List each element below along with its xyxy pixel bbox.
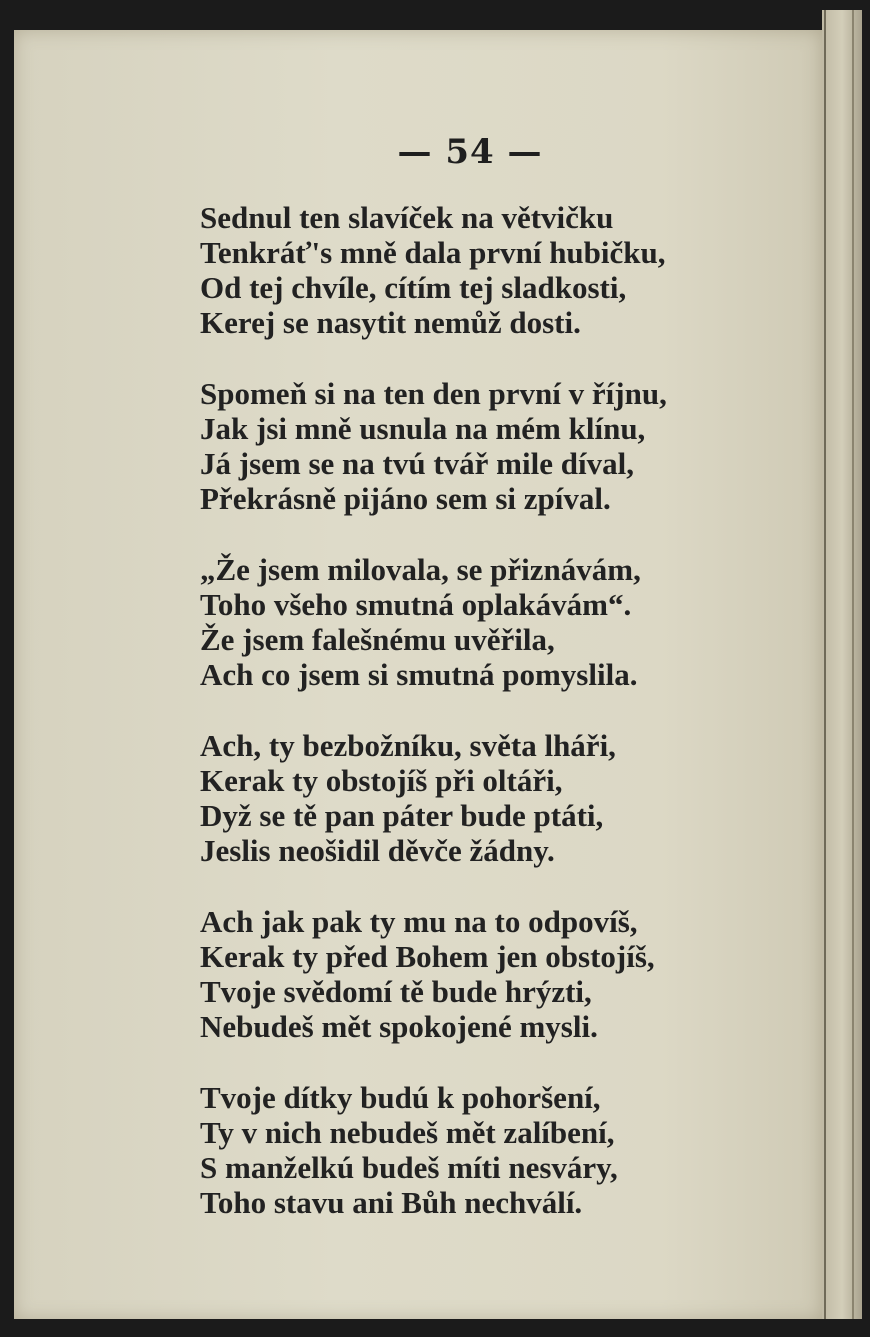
verse-line: Dyž se tě pan páter bude ptáti, [200, 798, 604, 833]
verse-line: Ach co jsem si smutná pomyslila. [200, 657, 638, 692]
page-number: — 54 — [397, 132, 543, 172]
verse-line: Ach jak pak ty mu na to odpovíš, [200, 904, 638, 939]
verse-line: Ach, ty bezbožníku, světa lháři, [200, 728, 616, 763]
stanza-6 [200, 1080, 820, 1220]
verse-line: Kerak ty před Bohem jen obstojíš, [200, 939, 655, 974]
verse-line: Já jsem se na tvú tvář mile díval, [200, 446, 634, 481]
verse-line: Jak jsi mně usnula na mém klínu, [200, 411, 646, 446]
bottom-border [0, 1319, 870, 1337]
verse-line: Kerej se nasytit nemůž dosti. [200, 305, 581, 340]
verse-line: Ty v nich nebudeš mět zalíbení, [200, 1115, 615, 1150]
poem [200, 200, 820, 1256]
verse-line: Toho všeho smutná oplakávám“. [200, 587, 632, 622]
verse-line: Kerak ty obstojíš při oltáři, [200, 763, 563, 798]
verse-line: Spomeň si na ten den první v říjnu, [200, 376, 667, 411]
verse-line: Že jsem falešnému uvěřila, [200, 622, 555, 657]
verse-line: Překrásně pijáno sem si zpíval. [200, 481, 611, 516]
verse-line: Sednul ten slavíček na větvičku [200, 200, 614, 235]
verse-line: Tvoje dítky budú k pohoršení, [200, 1080, 601, 1115]
verse-line: Toho stavu ani Bůh nechválí. [200, 1185, 583, 1220]
stanza-2 [200, 376, 820, 516]
page-edge-line [824, 10, 826, 1330]
stanza-1 [200, 200, 820, 340]
verse-line: Nebudeš mět spokojené mysli. [200, 1009, 598, 1044]
stanza-4 [200, 728, 820, 868]
verse-line: Tenkráť's mně dala první hubičku, [200, 235, 666, 270]
page-edge [822, 10, 862, 1330]
verse-line: „Že jsem milovala, se přiznávám, [200, 552, 641, 587]
verse-line: Tvoje svědomí tě bude hrýzti, [200, 974, 592, 1009]
verse-line: Jeslis neošidil děvče žádny. [200, 833, 555, 868]
verse-line: Od tej chvíle, cítím tej sladkosti, [200, 270, 627, 305]
page-edge-line [852, 10, 854, 1330]
stanza-3 [200, 552, 820, 692]
verse-line: S manželkú budeš míti nesváry, [200, 1150, 618, 1185]
stanza-5 [200, 904, 820, 1044]
